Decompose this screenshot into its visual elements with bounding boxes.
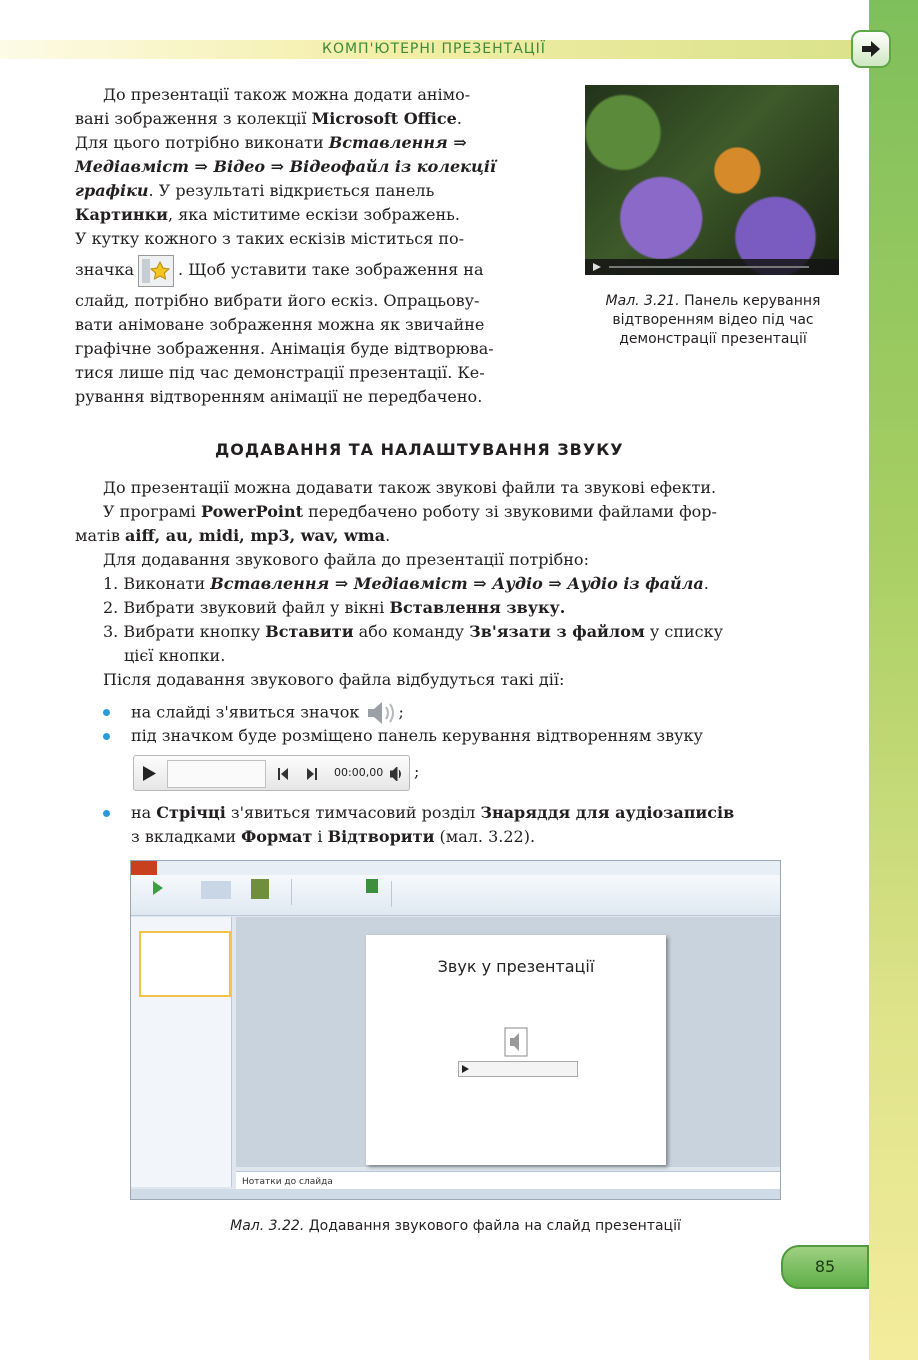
bullet-item: на Стрічці з'явиться тимчасовий розділ Знаряддя для аудіозаписів: [131, 803, 735, 822]
ribbon-tabs: [131, 861, 780, 876]
list-item-continuation: цієї кнопки.: [124, 646, 226, 665]
text-line: матів aiff, au, midi, mp3, wav, wma.: [75, 526, 391, 545]
video-control-bar: [585, 259, 839, 275]
status-bar: [131, 1189, 780, 1199]
animated-clipart-star-icon: [138, 255, 174, 287]
bullet-item: на слайді з'явиться значок ;: [131, 700, 404, 726]
slide-thumbnail[interactable]: [139, 931, 231, 997]
bullet: [103, 709, 110, 716]
audio-control-panel: [458, 1061, 578, 1077]
play-icon[interactable]: [143, 766, 157, 781]
list-item: 3. Вибрати кнопку Вставити або команду Зв'язати з файлом у списку: [103, 622, 724, 641]
bullet-item: під значком буде розміщено панель керування відтворенням звуку: [131, 726, 703, 745]
figure-3-21-caption: Мал. 3.21. Панель керування відтворенням відео під час демонстрації презентації: [605, 293, 821, 347]
speaker-icon: [365, 700, 399, 726]
text-line: Для додавання звукового файла до презентації потрібно:: [103, 550, 589, 569]
file-tab: [131, 861, 157, 875]
volume-icon[interactable]: [390, 767, 404, 781]
text-line: У програмі PowerPoint передбачено роботу зі звуковими файлами фор-: [103, 502, 717, 521]
list-item: 2. Вибрати звуковий файл у вікні Вставлення звуку.: [103, 598, 566, 617]
slide: [366, 935, 666, 1165]
notes-placeholder: Нотатки до слайда: [242, 1177, 333, 1187]
intro-paragraph: До презентації також можна додати анімо- вані зображення з колекції Microsoft Office. Для цього потрібно виконати Вставлення ⇒ Медіавміст ⇒ Відео ⇒ Відеофайл із колекції графіки. У результаті відкриється панель Картинки, яка міститиме ескізи зображень. У кутку кожного з таких ескізів міститься по- значка . Щоб уставити таке зображення на слайд, потрібно вибрати його ескіз. Опрацьову- вати анімоване зображення можна як звичайне графічне зображення. Анімація буде відтворюва- тися лише під час демонстрації презентації. Ке- рування відтворенням анімації не передбачено.: [75, 85, 496, 406]
slide-canvas: [236, 917, 781, 1167]
slide-thumbnails: [131, 917, 232, 1187]
list-item: 1. Виконати Вставлення ⇒ Медіавміст ⇒ Аудіо ⇒ Аудіо із файла.: [103, 574, 709, 593]
arrow-right-icon: [860, 39, 882, 59]
text-line: Після додавання звукового файла відбудуться такі дії:: [103, 670, 565, 689]
page-number: 85: [781, 1245, 869, 1289]
play-icon: [593, 263, 601, 271]
audio-time-readout: 00:00,00: [334, 766, 384, 779]
punctuation: ;: [414, 762, 420, 781]
back-icon[interactable]: [277, 768, 289, 780]
bullet-item-continuation: з вкладками Формат і Відтворити (мал. 3.22).: [131, 827, 536, 846]
butterfly-video-image: [585, 85, 839, 275]
running-header: КОМП'ЮТЕРНІ ПРЕЗЕНТАЦІЇ: [322, 41, 546, 57]
play-icon: [153, 881, 163, 895]
section-heading: ДОДАВАННЯ ТА НАЛАШТУВАННЯ ЗВУКУ: [215, 440, 624, 459]
forward-icon[interactable]: [306, 768, 318, 780]
figure-3-22-caption: Мал. 3.22. Додавання звукового файла на слайд презентації: [230, 1218, 681, 1234]
powerpoint-screenshot: [130, 860, 781, 1200]
text-line: До презентації можна додавати також звукові файли та звукові ефекти.: [103, 478, 717, 497]
side-strip: [869, 0, 918, 1360]
slide-title: Звук у презентації: [437, 957, 595, 976]
next-page-button[interactable]: [851, 30, 891, 68]
speaker-icon: [504, 1027, 528, 1057]
bullet: [103, 810, 110, 817]
bullet: [103, 733, 110, 740]
audio-progress-field[interactable]: [167, 760, 266, 788]
audio-control-panel: [133, 755, 410, 791]
play-icon: [462, 1065, 469, 1073]
ribbon: [131, 875, 780, 916]
